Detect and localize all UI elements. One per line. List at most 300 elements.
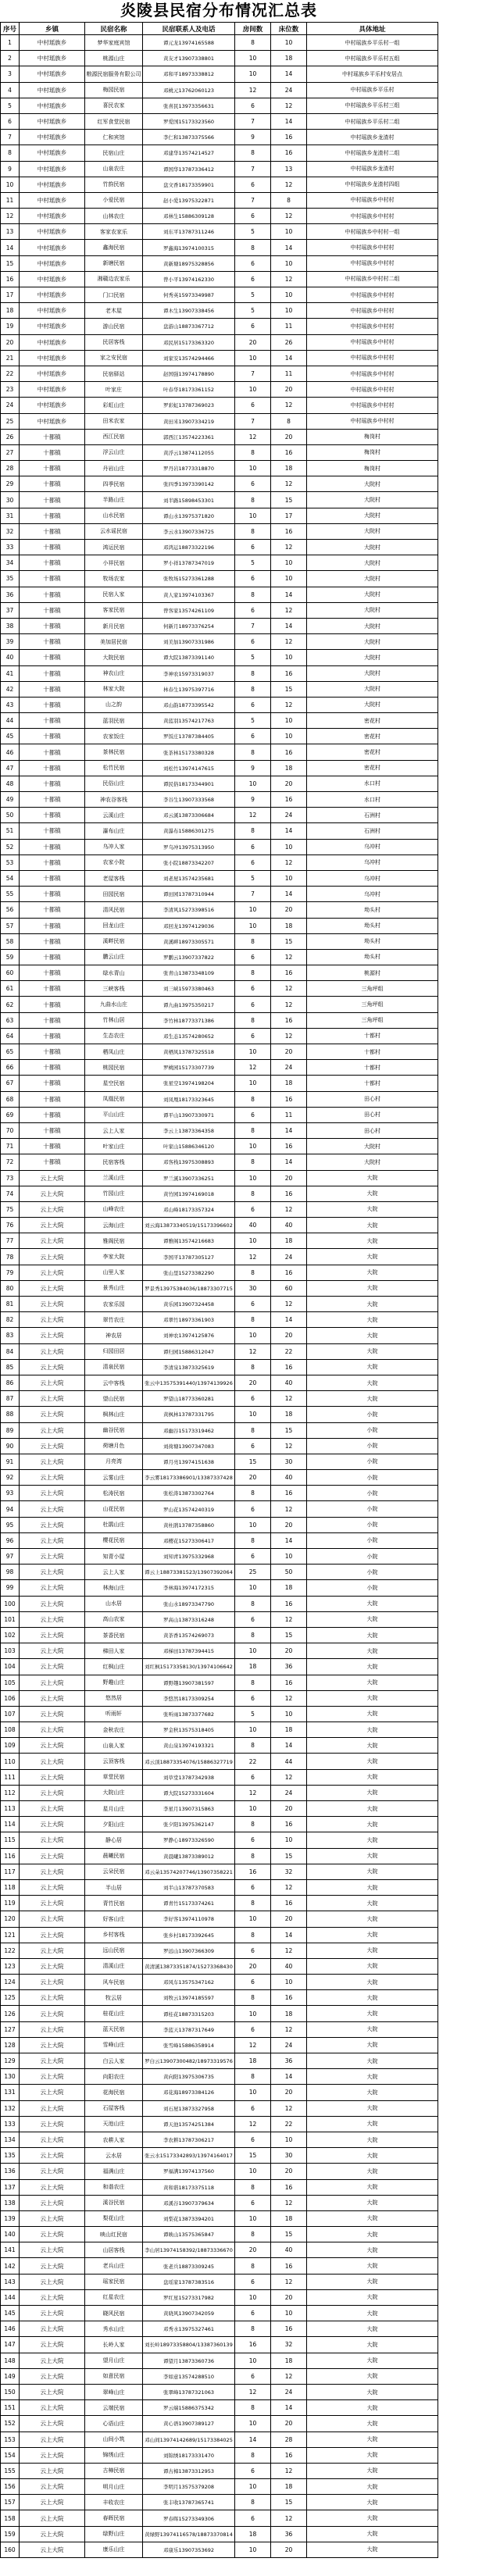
cell-beds: 15 — [271, 1422, 307, 1438]
cell-homestay-name: 叶家庄 — [85, 382, 143, 398]
cell-address: 大院 — [307, 1785, 438, 1800]
cell-contact: 刘神农13974125876 — [143, 1328, 235, 1343]
cell-town: 十都镇 — [20, 508, 85, 523]
cell-address: 大院 — [307, 1817, 438, 1832]
cell-town: 云上大院 — [20, 2132, 85, 2147]
cell-contact: 黄山泉13974193321 — [143, 1738, 235, 1754]
cell-contact: 黄新塘18975328856 — [143, 255, 235, 271]
cell-contact: 邓樱花15273306417 — [143, 1532, 235, 1548]
cell-index: 43 — [1, 697, 20, 712]
cell-contact: 黄心语13907389127 — [143, 2416, 235, 2432]
cell-homestay-name: 鑫海民宿 — [85, 240, 143, 255]
cell-homestay-name: 白云人家 — [85, 2053, 143, 2069]
cell-homestay-name: 向阳农庄 — [85, 2069, 143, 2085]
cell-index: 18 — [1, 303, 20, 319]
cell-index: 149 — [1, 2368, 20, 2384]
table-row — [1, 2526, 438, 2542]
cell-index: 141 — [1, 2242, 20, 2258]
cell-index: 88 — [1, 1407, 20, 1422]
cell-homestay-name: 山峰农庄 — [85, 1201, 143, 1217]
table-row — [1, 1233, 438, 1249]
cell-index: 84 — [1, 1343, 20, 1359]
cell-contact: 李山居13974158392/18873336670 — [143, 2242, 235, 2258]
table-row — [1, 35, 438, 51]
cell-town: 云上大院 — [20, 2432, 85, 2447]
cell-address: 中村瑶族乡中村村 — [307, 366, 438, 381]
cell-beds: 14 — [271, 1532, 307, 1548]
cell-address: 大院村 — [307, 476, 438, 492]
cell-address: 中村瑶族乡中村村一组 — [307, 224, 438, 240]
cell-rooms: 10 — [235, 1170, 271, 1186]
cell-address: 大院村 — [307, 555, 438, 571]
cell-homestay-name: 四季民宿 — [85, 476, 143, 492]
table-row — [1, 1580, 438, 1596]
cell-contact: 邓山间13974142689/15173384025 — [143, 2432, 235, 2447]
cell-beds: 12 — [271, 540, 307, 555]
cell-beds: 18 — [271, 1233, 307, 1249]
cell-beds: 40 — [271, 1958, 307, 1974]
cell-contact: 刘红枫15173358130/13974106642 — [143, 1659, 235, 1675]
cell-beds: 20 — [271, 382, 307, 398]
cell-address: 大院 — [307, 1754, 438, 1769]
cell-beds: 14 — [271, 2400, 307, 2416]
cell-rooms: 12 — [235, 808, 271, 823]
cell-town: 中村瑶族乡 — [20, 177, 85, 192]
table-row — [1, 2210, 438, 2226]
cell-town: 十都镇 — [20, 902, 85, 918]
cell-rooms: 5 — [235, 713, 271, 729]
cell-index: 104 — [1, 1659, 20, 1675]
cell-town: 十都镇 — [20, 1076, 85, 1091]
table-row — [1, 1864, 438, 1879]
cell-contact: 黄友才13907338801 — [143, 51, 235, 66]
cell-index: 27 — [1, 444, 20, 460]
cell-beds: 16 — [271, 130, 307, 145]
cell-beds: 20 — [271, 2289, 307, 2305]
cell-rooms: 8 — [235, 965, 271, 981]
cell-rooms: 8 — [235, 823, 271, 839]
cell-homestay-name: 悠然居 — [85, 1690, 143, 1706]
cell-index: 151 — [1, 2400, 20, 2416]
cell-contact: 邓溪谷13907379634 — [143, 2195, 235, 2210]
cell-town: 云上大院 — [20, 1611, 85, 1627]
cell-homestay-name: 彩虹山庄 — [85, 398, 143, 413]
cell-contact: 邓鸿运18873322196 — [143, 540, 235, 555]
cell-contact: 张丰收13787365741 — [143, 2495, 235, 2510]
table-row — [1, 1122, 438, 1138]
cell-contact: 邓民居15173363320 — [143, 334, 235, 350]
cell-contact: 张四季13973390142 — [143, 476, 235, 492]
cell-contact: 盘文香18173359901 — [143, 177, 235, 192]
cell-address: 小院 — [307, 1407, 438, 1422]
cell-town: 云上大院 — [20, 1549, 85, 1565]
table-row — [1, 839, 438, 855]
cell-town: 十都镇 — [20, 476, 85, 492]
cell-contact: 罗鑫海13974100315 — [143, 240, 235, 255]
cell-rooms: 6 — [235, 1391, 271, 1407]
cell-town: 云上大院 — [20, 1422, 85, 1438]
cell-beds: 14 — [271, 1312, 307, 1328]
cell-beds: 10 — [271, 713, 307, 729]
cell-beds: 20 — [271, 776, 307, 791]
cell-beds: 44 — [271, 1754, 307, 1769]
cell-town: 云上大院 — [20, 1848, 85, 1864]
table-row — [1, 113, 438, 129]
table-row — [1, 2085, 438, 2100]
cell-town: 云上大院 — [20, 1627, 85, 1643]
cell-address: 小院 — [307, 1565, 438, 1580]
cell-homestay-name: 山居客栈 — [85, 2242, 143, 2258]
cell-index: 66 — [1, 1060, 20, 1076]
cell-homestay-name: 云端民宿 — [85, 2400, 143, 2416]
cell-contact: 张星空13974198204 — [143, 1076, 235, 1091]
cell-address: 大院 — [307, 1659, 438, 1675]
cell-rooms: 5 — [235, 870, 271, 886]
cell-homestay-name: 茶林民宿 — [85, 744, 143, 760]
cell-homestay-name: 平山山庄 — [85, 1107, 143, 1122]
cell-town: 十都镇 — [20, 681, 85, 697]
cell-index: 11 — [1, 192, 20, 208]
cell-homestay-name: 雅阁民宿 — [85, 1233, 143, 1249]
cell-address: 大院 — [307, 2306, 438, 2321]
cell-contact: 邓生态13574280652 — [143, 1028, 235, 1044]
cell-rooms: 10 — [235, 2542, 271, 2557]
table-row — [1, 1139, 438, 1154]
cell-town: 云上大院 — [20, 2116, 85, 2132]
cell-beds: 12 — [271, 476, 307, 492]
table-row — [1, 177, 438, 192]
table-row — [1, 1927, 438, 1943]
cell-beds: 18 — [271, 1076, 307, 1091]
cell-beds: 14 — [271, 240, 307, 255]
cell-address: 乌冲村 — [307, 870, 438, 886]
cell-rooms: 10 — [235, 1801, 271, 1817]
cell-address: 中村瑶族乡龙渣村二组 — [307, 145, 438, 161]
cell-town: 云上大院 — [20, 1297, 85, 1312]
cell-homestay-name: 仁和宾馆 — [85, 130, 143, 145]
cell-rooms: 7 — [235, 413, 271, 429]
cell-beds: 16 — [271, 523, 307, 539]
cell-index: 25 — [1, 413, 20, 429]
cell-address: 大院 — [307, 2021, 438, 2037]
cell-homestay-name: 花海民宿 — [85, 2085, 143, 2100]
cell-address: 大院 — [307, 2053, 438, 2069]
table-row — [1, 823, 438, 839]
cell-contact: 张松涛13873302764 — [143, 1486, 235, 1501]
cell-address: 大院村 — [307, 571, 438, 587]
cell-homestay-name: 绿水青山 — [85, 965, 143, 981]
cell-address: 大院 — [307, 1596, 438, 1611]
cell-beds: 12 — [271, 398, 307, 413]
table-row — [1, 1801, 438, 1817]
cell-contact: 李清风15273398516 — [143, 902, 235, 918]
cell-homestay-name: 云雾山庄 — [85, 1470, 143, 1486]
cell-homestay-name: 乡村客栈 — [85, 1927, 143, 1943]
cell-rooms: 10 — [235, 1643, 271, 1659]
cell-town: 十都镇 — [20, 887, 85, 902]
cell-rooms: 6 — [235, 2021, 271, 2037]
cell-town: 云上大院 — [20, 1801, 85, 1817]
cell-town: 中村瑶族乡 — [20, 82, 85, 98]
cell-town: 十都镇 — [20, 760, 85, 776]
cell-beds: 12 — [271, 1501, 307, 1517]
cell-contact: 罗景秀13975384036/18873307715 — [143, 1280, 235, 1296]
cell-index: 29 — [1, 476, 20, 492]
cell-homestay-name: 云水居 — [85, 2148, 143, 2164]
cell-homestay-name: 锦绣山庄 — [85, 2447, 143, 2463]
cell-beds: 16 — [271, 1139, 307, 1154]
cell-contact: 刘荷塘13907347083 — [143, 1438, 235, 1454]
cell-homestay-name: 景秀山庄 — [85, 1280, 143, 1296]
cell-town: 云上大院 — [20, 1486, 85, 1501]
cell-index: 148 — [1, 2353, 20, 2368]
cell-address: 乌冲村 — [307, 839, 438, 855]
cell-index: 91 — [1, 1454, 20, 1469]
cell-town: 十都镇 — [20, 429, 85, 444]
table-row — [1, 1470, 438, 1486]
cell-address: 十都村 — [307, 1060, 438, 1076]
cell-index: 133 — [1, 2116, 20, 2132]
cell-rooms: 8 — [235, 2400, 271, 2416]
cell-homestay-name: 民宿人家 — [85, 587, 143, 602]
table-row — [1, 476, 438, 492]
cell-contact: 曾小平13974162330 — [143, 271, 235, 287]
cell-homestay-name: 杜鹃山庄 — [85, 1517, 143, 1532]
cell-address: 中村瑶族乡中村村 — [307, 255, 438, 271]
cell-beds: 12 — [271, 602, 307, 618]
cell-town: 十都镇 — [20, 839, 85, 855]
cell-index: 47 — [1, 760, 20, 776]
cell-index: 123 — [1, 1958, 20, 1974]
cell-rooms: 6 — [235, 2132, 271, 2147]
cell-town: 十都镇 — [20, 918, 85, 933]
cell-homestay-name: 幽谷民宿 — [85, 1422, 143, 1438]
cell-beds: 36 — [271, 2526, 307, 2542]
cell-rooms: 6 — [235, 1769, 271, 1785]
cell-rooms: 6 — [235, 2463, 271, 2478]
cell-homestay-name: 康乐山庄 — [85, 2542, 143, 2557]
cell-homestay-name: 蓝天民宿 — [85, 2021, 143, 2037]
cell-beds: 16 — [271, 1675, 307, 1690]
cell-address: 大院村 — [307, 618, 438, 633]
cell-address: 田心村 — [307, 1091, 438, 1107]
header-beds: 床位数 — [271, 23, 307, 35]
table-row — [1, 1958, 438, 1974]
cell-rooms: 8 — [235, 587, 271, 602]
cell-beds: 11 — [271, 1107, 307, 1122]
cell-town: 云上大院 — [20, 1596, 85, 1611]
cell-index: 114 — [1, 1817, 20, 1832]
cell-beds: 22 — [271, 1343, 307, 1359]
cell-homestay-name: 天池山庄 — [85, 2116, 143, 2132]
cell-beds: 18 — [271, 2210, 307, 2226]
cell-homestay-name: 山之韵 — [85, 697, 143, 712]
cell-town: 十都镇 — [20, 1107, 85, 1122]
cell-town: 十都镇 — [20, 855, 85, 870]
cell-index: 41 — [1, 665, 20, 681]
cell-beds: 18 — [271, 1407, 307, 1422]
cell-homestay-name: 桃源山庄 — [85, 51, 143, 66]
cell-index: 98 — [1, 1565, 20, 1580]
cell-index: 57 — [1, 918, 20, 933]
cell-town: 云上大院 — [20, 1990, 85, 2006]
cell-rooms: 6 — [235, 398, 271, 413]
cell-rooms: 10 — [235, 1233, 271, 1249]
cell-rooms: 12 — [235, 1343, 271, 1359]
cell-rooms: 6 — [235, 2100, 271, 2116]
cell-contact: 黄蓝羽13574217763 — [143, 713, 235, 729]
cell-town: 云上大院 — [20, 2085, 85, 2100]
cell-contact: 谭木生13907338456 — [143, 303, 235, 319]
cell-homestay-name: 竹林山居 — [85, 1012, 143, 1028]
cell-index: 79 — [1, 1265, 20, 1280]
cell-rooms: 6 — [235, 1611, 271, 1627]
cell-contact: 刘半山13787370583 — [143, 1879, 235, 1895]
cell-index: 154 — [1, 2447, 20, 2463]
cell-beds: 12 — [271, 1690, 307, 1706]
cell-contact: 邓桃元13762060123 — [143, 82, 235, 98]
cell-rooms: 12 — [235, 429, 271, 444]
cell-index: 131 — [1, 2085, 20, 2100]
table-row — [1, 587, 438, 602]
cell-town: 云上大院 — [20, 1675, 85, 1690]
cell-town: 云上大院 — [20, 2495, 85, 2510]
cell-town: 云上大院 — [20, 1280, 85, 1296]
cell-address: 大院 — [307, 1249, 438, 1265]
table-row — [1, 2227, 438, 2242]
cell-beds: 18 — [271, 760, 307, 776]
table-row — [1, 1643, 438, 1659]
cell-address: 密花村 — [307, 729, 438, 744]
cell-homestay-name: 春晖民宿 — [85, 2510, 143, 2526]
cell-address: 大院村 — [307, 492, 438, 508]
cell-contact: 林春生13975397716 — [143, 681, 235, 697]
cell-homestay-name: 小爱民宿 — [85, 192, 143, 208]
cell-beds: 14 — [271, 1154, 307, 1170]
cell-homestay-name: 归园田居 — [85, 1343, 143, 1359]
cell-beds: 16 — [271, 2321, 307, 2337]
cell-town: 十都镇 — [20, 965, 85, 981]
cell-address: 梅岗村 — [307, 429, 438, 444]
cell-index: 78 — [1, 1249, 20, 1265]
cell-town: 十都镇 — [20, 808, 85, 823]
cell-address: 大院村 — [307, 602, 438, 618]
cell-homestay-name: 红枫山庄 — [85, 1659, 143, 1675]
cell-address: 大院 — [307, 1832, 438, 1848]
cell-town: 十都镇 — [20, 523, 85, 539]
cell-rooms: 8 — [235, 665, 271, 681]
cell-index: 4 — [1, 82, 20, 98]
cell-contact: 邓风车13575347162 — [143, 1975, 235, 1990]
cell-contact: 邓秀水13975327461 — [143, 2321, 235, 2337]
cell-index: 3 — [1, 66, 20, 82]
cell-address: 大院 — [307, 2085, 438, 2100]
cell-beds: 12 — [271, 1297, 307, 1312]
table-row — [1, 1454, 438, 1469]
cell-contact: 罗福满13974137560 — [143, 2164, 235, 2179]
cell-contact: 邓翠竹18973361903 — [143, 1312, 235, 1328]
cell-town: 十都镇 — [20, 1122, 85, 1138]
cell-homestay-name: 石屋客栈 — [85, 2100, 143, 2116]
cell-rooms: 6 — [235, 855, 271, 870]
cell-index: 35 — [1, 571, 20, 587]
cell-town: 中村瑶族乡 — [20, 209, 85, 224]
cell-address: 大院 — [307, 1927, 438, 1943]
cell-address: 大院 — [307, 2164, 438, 2179]
cell-rooms: 6 — [235, 540, 271, 555]
cell-rooms: 6 — [235, 1438, 271, 1454]
cell-contact: 李云雾18173386901/13387337428 — [143, 1470, 235, 1486]
cell-address: 大院村 — [307, 697, 438, 712]
cell-beds: 15 — [271, 681, 307, 697]
cell-rooms: 8 — [235, 1091, 271, 1107]
cell-index: 122 — [1, 1943, 20, 1958]
cell-rooms: 25 — [235, 1565, 271, 1580]
cell-rooms: 8 — [235, 1359, 271, 1375]
cell-contact: 黄和谐18173375118 — [143, 2179, 235, 2195]
cell-rooms: 8 — [235, 1265, 271, 1280]
cell-address: 大院 — [307, 1328, 438, 1343]
cell-town: 十都镇 — [20, 870, 85, 886]
cell-town: 中村瑶族乡 — [20, 145, 85, 161]
cell-contact: 叶春华18173361152 — [143, 382, 235, 398]
cell-beds: 14 — [271, 823, 307, 839]
table-row — [1, 1218, 438, 1233]
cell-rooms: 20 — [235, 1375, 271, 1390]
cell-beds: 10 — [271, 255, 307, 271]
cell-index: 101 — [1, 1611, 20, 1627]
cell-index: 140 — [1, 2227, 20, 2242]
cell-homestay-name: 月亮湾 — [85, 1454, 143, 1469]
cell-beds: 12 — [271, 2195, 307, 2210]
cell-rooms: 6 — [235, 476, 271, 492]
cell-beds: 12 — [271, 1769, 307, 1785]
cell-contact: 郭西江13574223361 — [143, 429, 235, 444]
cell-rooms: 8 — [235, 1990, 271, 2006]
cell-beds: 18 — [271, 2479, 307, 2495]
cell-contact: 李好客13974110978 — [143, 1911, 235, 1927]
cell-homestay-name: 民居客栈 — [85, 334, 143, 350]
cell-contact: 李国平13787305127 — [143, 1249, 235, 1265]
cell-index: 63 — [1, 1012, 20, 1028]
cell-rooms: 6 — [235, 209, 271, 224]
cell-beds: 24 — [271, 1060, 307, 1076]
cell-contact: 张老兵18873309245 — [143, 2258, 235, 2274]
cell-address: 中村瑶族乡中村村二组 — [307, 271, 438, 287]
cell-index: 49 — [1, 792, 20, 808]
cell-homestay-name: 竹韵民宿 — [85, 177, 143, 192]
header-town: 乡镇 — [20, 23, 85, 35]
cell-index: 143 — [1, 2274, 20, 2289]
table-row — [1, 145, 438, 161]
cell-contact: 李星月13907315863 — [143, 1801, 235, 1817]
cell-town: 云上大院 — [20, 1738, 85, 1754]
cell-town: 云上大院 — [20, 2227, 85, 2242]
cell-town: 云上大院 — [20, 2463, 85, 2478]
table-row — [1, 1280, 438, 1296]
cell-rooms: 6 — [235, 729, 271, 744]
cell-town: 云上大院 — [20, 1659, 85, 1675]
cell-address: 大院 — [307, 2479, 438, 2495]
table-row — [1, 1107, 438, 1122]
cell-address: 大院 — [307, 1738, 438, 1754]
cell-index: 58 — [1, 933, 20, 949]
cell-beds: 12 — [271, 2463, 307, 2478]
table-row — [1, 2542, 438, 2557]
table-row — [1, 523, 438, 539]
cell-address: 小院 — [307, 1438, 438, 1454]
cell-contact: 黄茶香13574269073 — [143, 1627, 235, 1643]
